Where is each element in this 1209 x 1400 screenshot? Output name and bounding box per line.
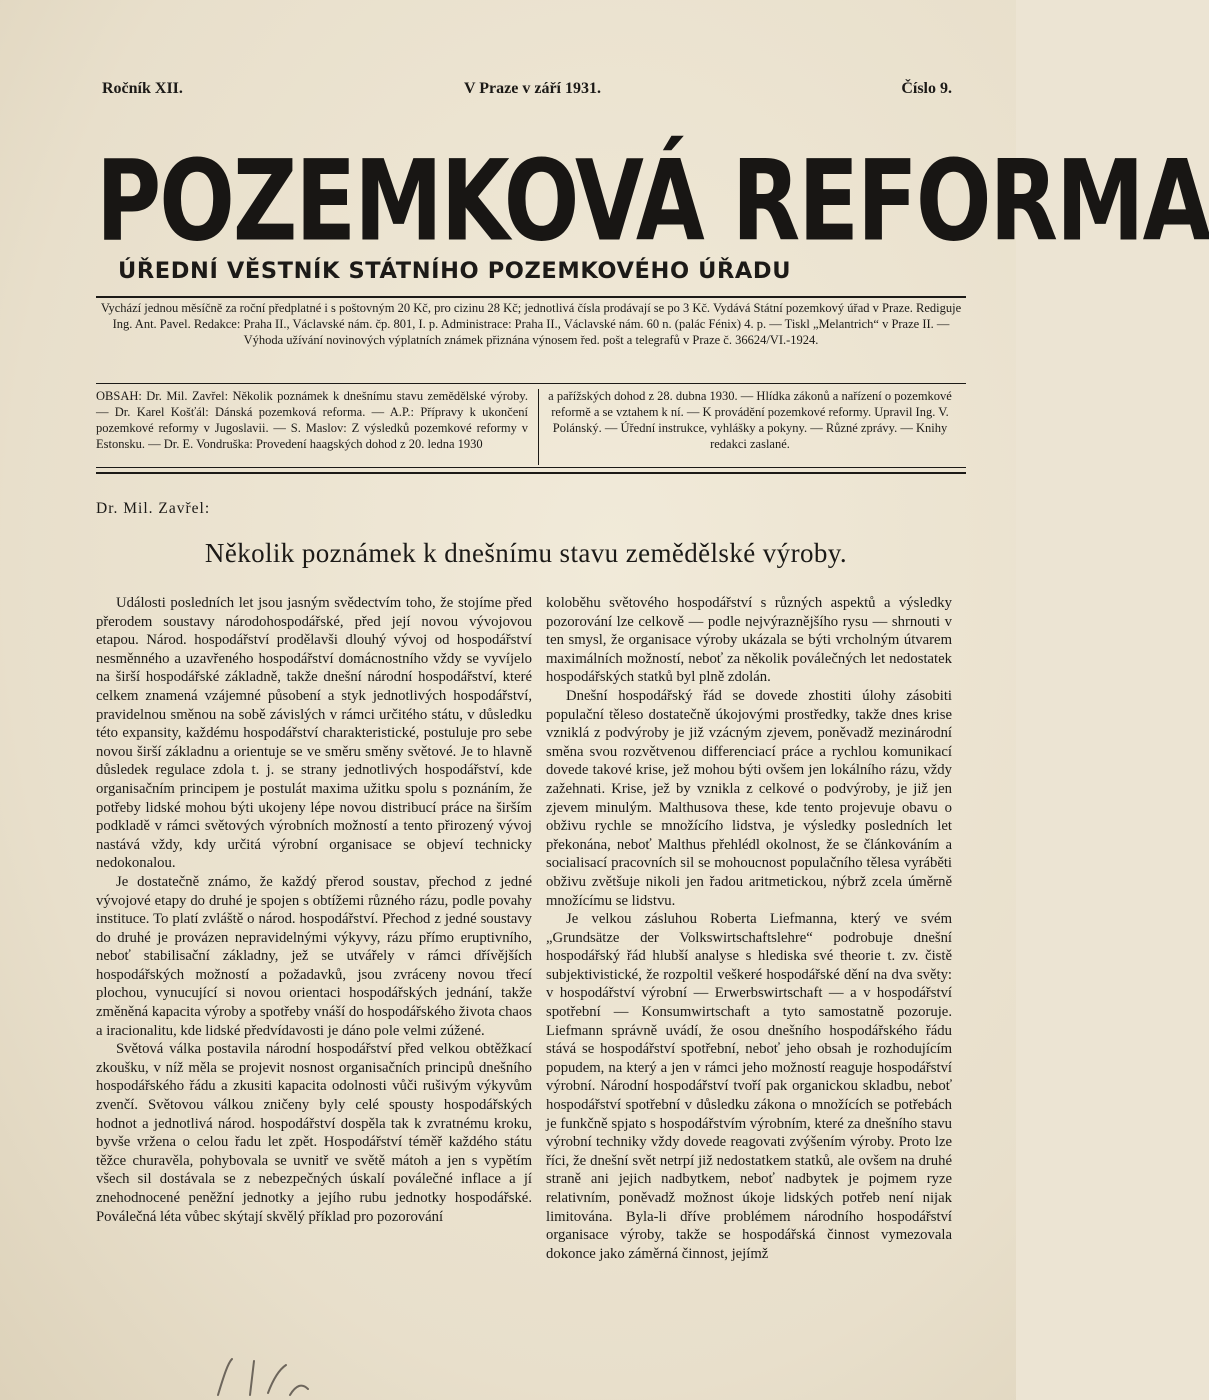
contents-rule-top — [96, 467, 966, 468]
contents-right: a pařížských dohod z 28. dubna 1930. — Hlídka zákonů a nařízení o pozemkové reformě a se vztahem k ní. — K provádění pozemkové reformy. Upravil Ing. V. Polánský. — Úřední instrukce, vyhlášky a pokyny. — Různé zprávy. — Knihy redakci zaslané. — [548, 389, 952, 451]
masthead-rule — [96, 296, 966, 298]
article-column-right — [546, 594, 952, 1263]
issue-header — [96, 80, 956, 102]
article-column-left — [96, 594, 532, 1226]
paragraph: Dnešní hospodářský řád se dovede zhostiti úlohy zásobiti populační těleso dostatečně úkojovými prostředky, takže dnes krise vzniklá z podvýroby je již vzácným zjevem, poněvadž mezinárodní směna svou rozvětvenou differenciací práce a rychlou komunikací dovede takové krise, jež mohou býti ovšem jen lokálního rázu, vždy zažehnati. Krise, jež by vznikla z celkové o podvýroby, je již jen zjevem minulým. Malthusova these, kde tento projevuje obavu o obživu rychle se množícího lidstva, je výsledky posledních let překonána, neboť Malthus přehlédl okolnost, že se článkováním a socialisací pracovních sil se mohoucnost populačního tělesa vyráběti obživu zvětšuje nikoli jen řadou aritmetickou, nýbrž zcela úměrně množícímu se lidstvu. — [546, 687, 952, 909]
paragraph: Je dostatečně známo, že každý přerod soustav, přechod z jedné vývojové etapy do druhé je spojen s obtížemi různého rázu, podle povahy instituce. To platí zvláště o národ. hospodářství. Přechod z jedné soustavy do druhé je provázen nepravidelnými výkyvy, rázu přímo eruptivního, neboť stabilisační základny, jež se utvářely v rámci dřívějších hospodářských možností a požadavků, jsou zvráceny novou třecí plochou, vynucující si novou orientaci hospodářských jednání, takže změněná kapacita výroby a spotřeby vnáší do hospodářského života chaos a iracionalitu, kde lidské předvídavosti je dáno pole velmi zúžené. — [96, 873, 532, 1039]
masthead-title: POZEMKOVÁ REFORMA — [96, 135, 1209, 266]
article-title: Několik poznámek k dnešnímu stavu zemědělské výroby. — [204, 538, 848, 568]
article-author: Dr. Mil. Zavřel: — [96, 500, 211, 517]
issue-date: V Praze v září 1931. — [464, 80, 601, 97]
publication-info: Vychází jednou měsíčně za roční předplatné i s poštovným 20 Kč, pro cizinu 28 Kč; jednotlivá čísla prodávají se po 3 Kč. Vydává Státní pozemkový úřad v Praze. Rediguje Ing. Ant. Pavel. Redakce: Praha II., Václavské nám. čp. 801, I. p. Administrace: Praha II., Václavské nám. 60 n. (palác Fénix) 4. p. — Tiskl „Melantrich“ v Praze II. — Výhoda užívání novinových výplatních známek přiznána výnosem řed. pošt a telegrafů v Praze č. 36624/VI.-1924. — [100, 301, 962, 347]
paragraph: Události posledních let jsou jasným svědectvím toho, že stojíme před přerodem soustavy národohospodářské, před její novou vývojovou etapou. Národ. hospodářství prodělavši dlouhý vývoj od hospodářství nesměnného a uzavřeného hospodářství domácnostního vždy se vyvíjelo na širší hospodářské základně, takže dnešní národní hospodářství, které celkem znamená vzájemné působení a styk jednotlivých hospodářství, pravidelnou směnou na sobě závislých v rámci určitého státu, v důsledku této expansity, každému hospodářství charakteristické, postuluje pro sebe novou širší základnu a orientuje se ve směru směny světové. Je to hlavně důsledek regulace zdola t. j. se strany jednotlivých hospodářství, kde organisačním principem je postulát maxima užitku spolu s poznáním, že potřeby lidské mohou býti ukojeny lépe novou distribucí práce na širším podkladě v rámci světových výrobních možností a tento přirozený vývoj nastává vždy, kdy určitá výrobní organisace se objeví technicky nedokonalou. — [96, 595, 532, 872]
handwritten-pencil-mark — [210, 1355, 320, 1397]
paragraph: Světová válka postavila národní hospodářství před velkou obtěžkací zkoušku, v níž měla se projevit nosnost organisačních principů dnešního hospodářského řádu a zkusiti kapacita odolnosti vůči rušivým výkyvům zvenčí. Světovou válkou zničeny byly celé spousty hospodářských hodnot a jednotlivá národ. hospodářství dospěla tak k zvratnému kroku, byvše vržena o celou řadu let zpět. Hospodářství téměř každého státu těžce churavěla, pohybovala se uvnitř ve světě mátoh a jen s vypětím všech sil dostávala se z nebezpečných úskalí poválečné inflace a jí znehodnocené peněžní jednotky a jejího rubu jednotky hospodářské. Poválečná léta vůbec skýtají skvělý příklad pro pozorování — [96, 1041, 532, 1225]
masthead-subtitle: ÚŘEDNÍ VĚSTNÍK STÁTNÍHO POZEMKOVÉHO ÚŘADU — [118, 258, 792, 284]
issue-number: Číslo 9. — [901, 80, 952, 97]
contents-divider — [538, 389, 539, 465]
volume-label: Ročník XII. — [102, 80, 183, 97]
paragraph: koloběhu světového hospodářství s různých aspektů a výsledky pozorování lze celkově — podle nejvýraznějšího rysu — shrnouti v ten smysl, že organisace výroby ukázala se býti vrcholným útvarem maximálních možností, neboť za několik poválečných let nedostatek hospodářských statků byl plně zdolán. — [546, 595, 952, 686]
contents-rule-bottom — [96, 472, 966, 474]
info-rule — [96, 383, 966, 384]
contents-left: OBSAH: Dr. Mil. Zavřel: Několik poznámek k dnešnímu stavu zemědělské výroby. — Dr. Karel Košťál: Dánská pozemková reforma. — A.P.: Přípravy k ukončení pozemkové reformy v Jugoslavii. — S. Maslov: Z výsledků pozemkové reformy v Estonsku. — Dr. E. Vondruška: Provedení haagských dohod z 20. ledna 1930 — [96, 389, 528, 451]
paragraph: Je velkou zásluhou Roberta Liefmanna, který ve svém „Grundsätze der Volkswirtschaftslehre“ podrobuje dnešní hospodářský řád hlubší analyse s hlediska své theorie t. zv. čistě subjektivistické, že rozpoltil veškeré hospodářské dění na dva světy: v hospodářství výrobní — Erwerbswirtschaft — a v hospodářství spotřební — Konsumwirtschaft a tyto samostatně pozoruje. Liefmann správně uvádí, že osou dnešního hospodářského řádu stává se hospodářství spotřební, neboť jeho obsah je rozhodujícím popudem, na který a jen v rámci jeho možností reaguje hospodářství výrobní. Národní hospodářství tvoří pak organickou skladbu, neboť hospodářství spotřební v důsledku zákona o množících se potřebách je funkčně spjato s hospodářstvím výrobním, které za dnešního stavu výrobní techniky vždy dovede reagovati zvýšením výroby. Proto lze říci, že dnešní svět netrpí již nedostatkem statků, ale ovšem na druhé straně ani jejich nadbytkem, neboť nadbytek je pojmem ryze relativním, poněvadž možnost úkoje lidských potřeb není nijak limitována. Byla-li dříve problémem národního hospodářství organisace výroby, takže se hospodářská činnost vymezovala dokonce jako záměrná činnost, jejímž — [546, 911, 952, 1262]
